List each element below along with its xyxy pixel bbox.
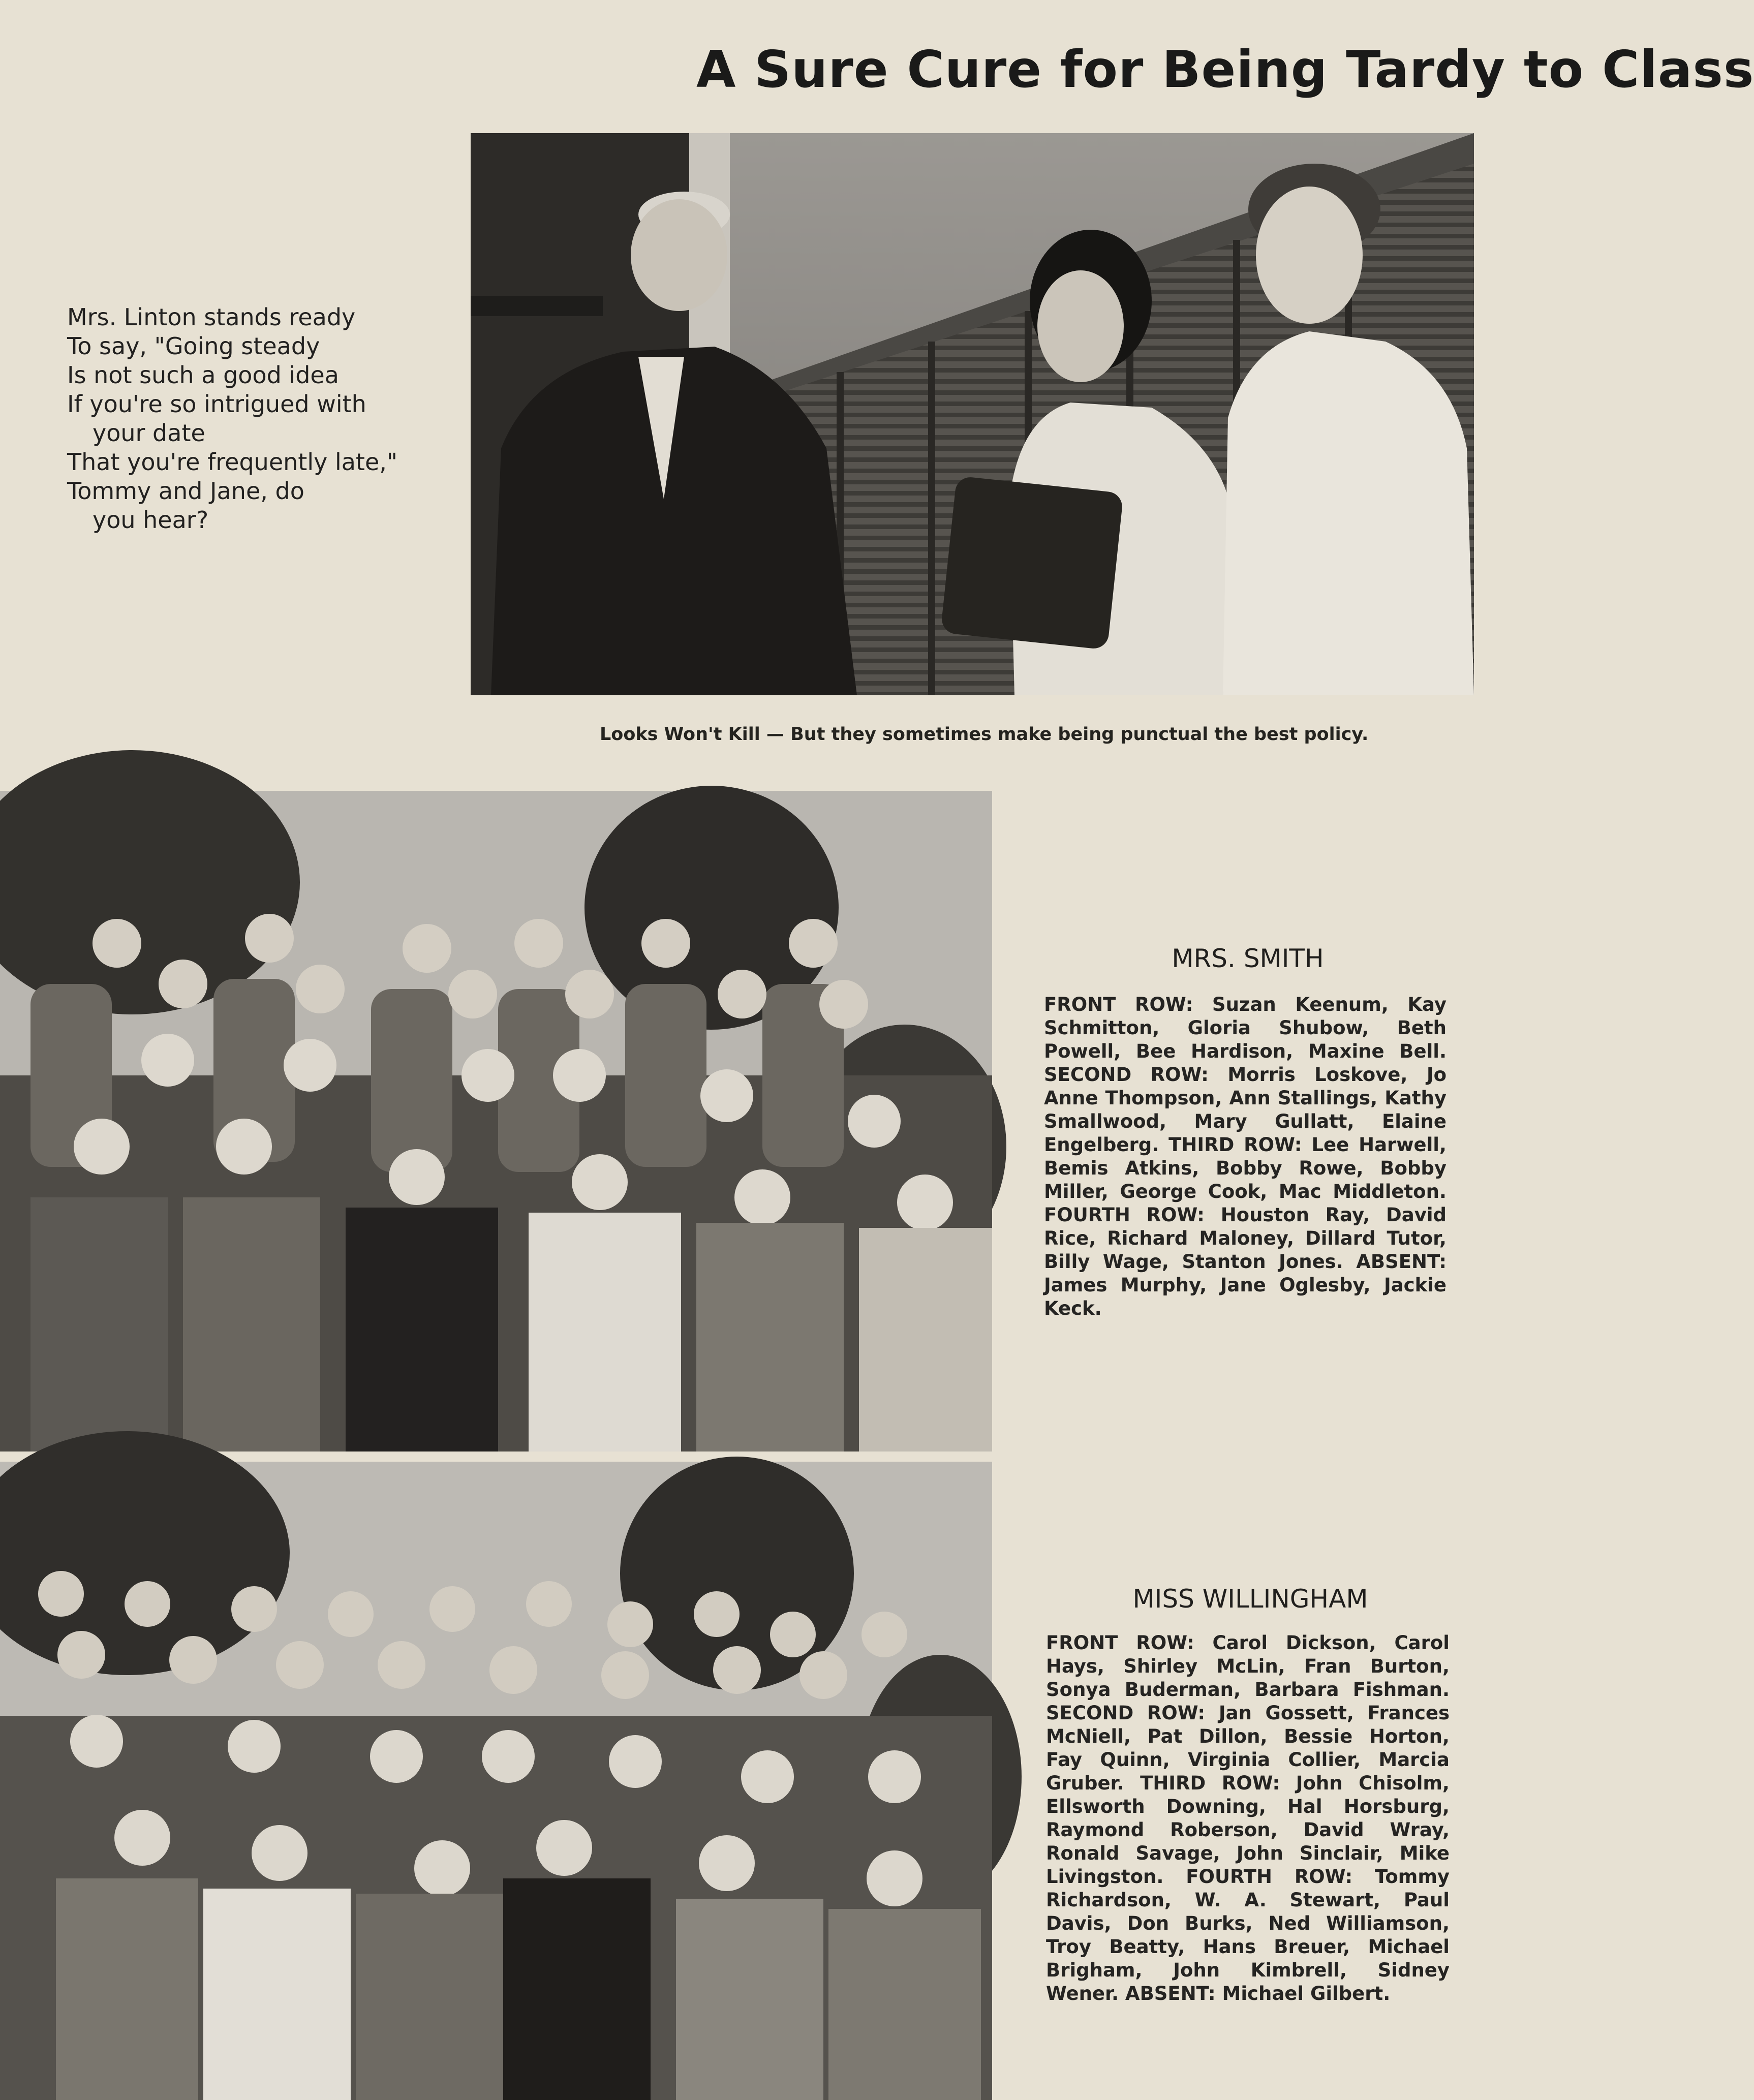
miss-willingham-class-photo: [0, 1462, 992, 2100]
teacher-students-photo-art: [471, 133, 1474, 695]
poem-line: Mrs. Linton stands ready: [67, 303, 356, 331]
poem: [67, 303, 413, 535]
poem-line: you hear?: [93, 506, 209, 534]
poem-line: To say, "Going steady: [67, 332, 320, 360]
poem-line: Tommy and Jane, do: [67, 477, 304, 505]
photo-caption: Looks Won't Kill — But they sometimes make being punctual the best policy.: [600, 724, 1369, 745]
class-roster-mrs-smith: FRONT ROW: Suzan Keenum, Kay Schmitton, Gloria Shubow, Beth Powell, Bee Hardison, Maxine Bell. SECOND ROW: Morris Loskove, Jo Anne Thompson, Ann Stallings, Kathy Smallwood, Mary Gullatt, Elaine Engelberg. THIRD ROW: Lee Harwell, Bemis Atkins, Bobby Rowe, Bobby Miller, George Cook, Mac Middleton. FOURTH ROW: Houston Ray, David Rice, Richard Maloney, Dillard Tutor, Billy Wage, Stanton Jones. ABSENT: James Murphy, Jane Oglesby, Jackie Keck.: [1044, 994, 1447, 1319]
miss-willingham-class-photo-art: [0, 1462, 992, 2100]
poem-line: your date: [93, 419, 205, 447]
teacher-students-photo: [471, 133, 1474, 695]
class-heading-mrs-smith: MRS. SMITH: [1172, 944, 1324, 973]
mrs-smith-class-photo: [0, 791, 992, 1452]
poem-line: If you're so intrigued with: [67, 390, 366, 418]
poem-line: That you're frequently late,": [67, 448, 398, 476]
mrs-smith-class-photo-art: [0, 791, 992, 1452]
page-title: A Sure Cure for Being Tardy to Class: [696, 40, 1754, 99]
class-roster-miss-willingham: FRONT ROW: Carol Dickson, Carol Hays, Shirley McLin, Fran Burton, Sonya Buderman, Barbara Fishman. SECOND ROW: Jan Gossett, Frances McNiell, Pat Dillon, Bessie Horton, Fay Quinn, Virginia Collier, Marcia Gruber. THIRD ROW: John Chisolm, Ellsworth Downing, Hal Horsburg, Raymond Roberson, David Wray, Ronald Savage, John Sinclair, Mike Livingston. FOURTH ROW: Tommy Richardson, W. A. Stewart, Paul Davis, Don Burks, Ned Williamson, Troy Beatty, Hans Breuer, Michael Brigham, John Kimbrell, Sidney Wener. ABSENT: Michael Gilbert.: [1046, 1632, 1450, 2004]
poem-line: Is not such a good idea: [67, 361, 339, 389]
class-heading-miss-willingham: MISS WILLINGHAM: [1132, 1584, 1368, 1614]
